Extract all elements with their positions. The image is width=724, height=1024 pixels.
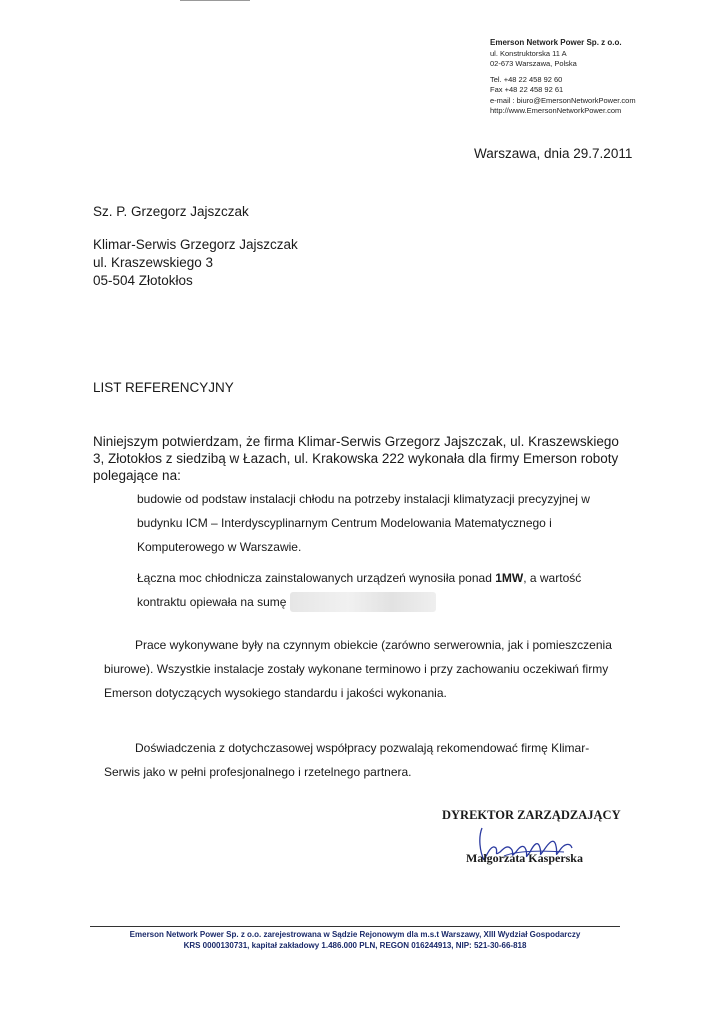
intro-paragraph: Niniejszym potwierdzam, że firma Klimar-Serwis Grzegorz Jajszczak, ul. Kraszewskiego 3, Złotokłos z siedzibą w Łazach, ul. Krakowska 222 wykonała dla firmy Emerson roboty polegające na:	[93, 434, 619, 483]
scan-edge-mark	[180, 0, 250, 1]
recipient-line1: Klimar-Serwis Grzegorz Jajszczak	[93, 237, 298, 252]
footer-line2: KRS 0000130731, kapitał zakładowy 1.486.000 PLN, REGON 016244913, NIP: 521-30-66-818	[183, 941, 527, 950]
sender-city: 02-673 Warszawa, Polska	[490, 59, 577, 68]
recommendation-text: Doświadczenia z dotychczasowej współpracy pozwalają rekomendować firmę Klimar-Serwis jako w pełni profesjonalnego i rzetelnego partnera.	[104, 741, 590, 779]
signatory-title: DYREKTOR ZARZĄDZAJĄCY	[442, 808, 621, 822]
sender-email: e-mail : biuro@EmersonNetworkPower.com	[490, 95, 636, 105]
recommendation-paragraph	[104, 736, 624, 784]
capacity-paragraph	[137, 566, 617, 614]
letter-date: Warszawa, dnia 29.7.2011	[474, 146, 633, 161]
sender-org: Emerson Network Power Sp. z o.o.	[490, 38, 622, 47]
recipient-line2: ul. Kraszewskiego 3	[93, 255, 214, 270]
sender-street: ul. Konstruktorska 11 A	[490, 48, 567, 58]
capacity-text-before: Łączna moc chłodnicza zainstalowanych urządzeń wynosiła ponad	[137, 571, 496, 585]
footer-line1: Emerson Network Power Sp. z o.o. zarejestrowana w Sądzie Rejonowym dla m.s.t Warszawy, XIII Wydział Gospodarczy	[129, 930, 581, 939]
sender-web: http://www.EmersonNetworkPower.com	[490, 106, 622, 115]
letter-title: LIST REFERENCYJNY	[93, 380, 234, 395]
recipient-address	[93, 236, 298, 290]
work-text: Prace wykonywane były na czynnym obiekcie (zarówno serwerownia, jak i pomieszczenia biurowe). Wszystkie instalacje zostały wykonane terminowo i przy zachowaniu oczekiwań firmy Emerson dotyczących wysokiego standardu i jakości wykonania.	[104, 638, 612, 700]
signatory-name: Małgorzata Kasperska	[466, 851, 583, 865]
work-paragraph	[104, 633, 624, 705]
sender-fax: Fax +48 22 458 92 61	[490, 85, 564, 94]
footer	[90, 929, 620, 951]
scope-paragraph: budowie od podstaw instalacji chłodu na potrzeby instalacji klimatyzacji precyzyjnej w budynku ICM – Interdyscyplinarnym Centrum Modelowania Matematycznego i Komputerowego w Warszawie.	[137, 492, 590, 554]
capacity-text-after: , a wartość kontraktu opiewała na sumę	[137, 571, 582, 609]
redacted-amount	[290, 592, 436, 612]
sender-address-block	[490, 38, 636, 117]
capacity-value: 1MW	[495, 571, 524, 585]
recipient-line3: 05-504 Złotokłos	[93, 273, 193, 288]
sender-tel: Tel. +48 22 458 92 60	[490, 74, 563, 84]
footer-divider	[90, 926, 620, 927]
greeting: Sz. P. Grzegorz Jajszczak	[93, 204, 249, 219]
